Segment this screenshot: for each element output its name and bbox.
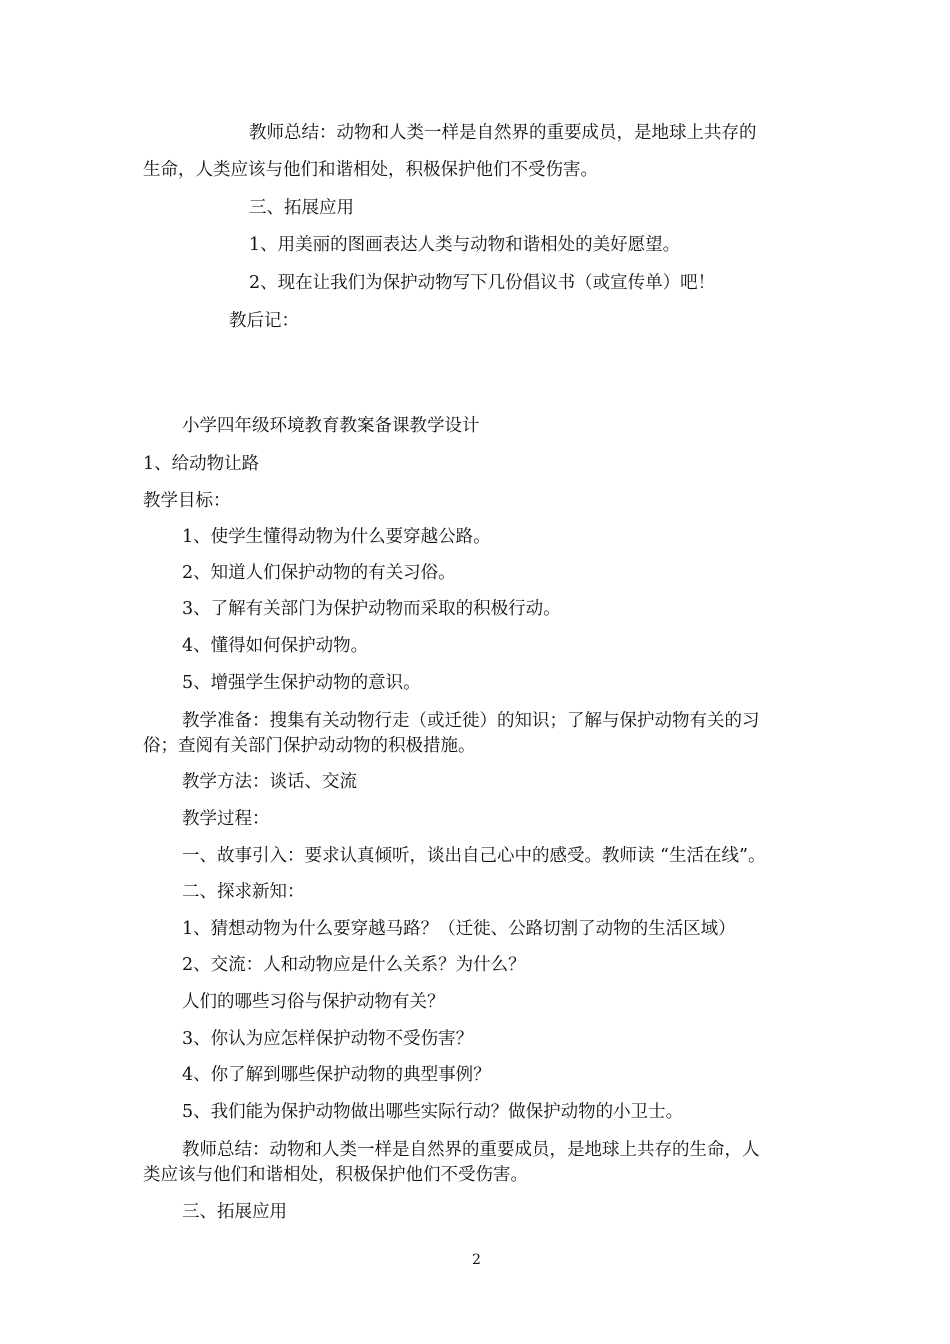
list-item: 5、我们能为保护动物做出哪些实际行动？做保护动物的小卫士。 xyxy=(182,1102,684,1122)
notes-label: 教后记： xyxy=(229,311,299,331)
list-item: 2、交流：人和动物应是什么关系？为什么？ xyxy=(182,955,526,975)
list-item: 5、增强学生保护动物的意识。 xyxy=(182,673,421,693)
list-item: 1、使学生懂得动物为什么要穿越公路。 xyxy=(182,527,491,547)
section-heading: 教学过程： xyxy=(182,809,270,829)
paragraph-line: 教师总结：动物和人类一样是自然界的重要成员，是地球上共存的生命，人 xyxy=(182,1140,760,1160)
paragraph-line: 教学方法：谈话、交流 xyxy=(182,772,357,792)
list-item: 3、了解有关部门为保护动物而采取的积极行动。 xyxy=(182,599,561,619)
paragraph-line: 俗；查阅有关部门保护动动物的积极措施。 xyxy=(143,736,476,756)
section-heading: 三、拓展应用 xyxy=(182,1202,287,1222)
list-item: 1、用美丽的图画表达人类与动物和谐相处的美好愿望。 xyxy=(249,235,681,255)
paragraph-line: 人们的哪些习俗与保护动物有关？ xyxy=(182,992,445,1012)
paragraph-line: 一、故事引入：要求认真倾听，谈出自己心中的感受。教师读 “生活在线”。 xyxy=(182,846,766,866)
document-title: 小学四年级环境教育教案备课教学设计 xyxy=(182,416,480,436)
list-item: 2、知道人们保护动物的有关习俗。 xyxy=(182,563,456,583)
list-item: 4、你了解到哪些保护动物的典型事例？ xyxy=(182,1065,491,1085)
list-item: 3、你认为应怎样保护动物不受伤害？ xyxy=(182,1029,474,1049)
list-item: 4、懂得如何保护动物。 xyxy=(182,636,369,656)
lesson-title: 1、给动物让路 xyxy=(143,454,260,474)
list-item: 2、现在让我们为保护动物写下几份倡议书（或宣传单）吧！ xyxy=(249,273,716,293)
paragraph-line: 教师总结：动物和人类一样是自然界的重要成员，是地球上共存的 xyxy=(249,123,757,143)
page-number: 2 xyxy=(472,1252,481,1268)
paragraph-line: 生命，人类应该与他们和谐相处，积极保护他们不受伤害。 xyxy=(143,160,598,180)
section-heading: 三、拓展应用 xyxy=(249,198,354,218)
paragraph-line: 教学准备：搜集有关动物行走（或迁徙）的知识；了解与保护动物有关的习 xyxy=(182,711,760,731)
list-item: 1、猜想动物为什么要穿越马路？（迁徙、公路切割了动物的生活区域） xyxy=(182,919,736,939)
section-heading: 二、探求新知： xyxy=(182,882,305,902)
paragraph-line: 类应该与他们和谐相处，积极保护他们不受伤害。 xyxy=(143,1165,528,1185)
section-heading: 教学目标： xyxy=(143,491,231,511)
